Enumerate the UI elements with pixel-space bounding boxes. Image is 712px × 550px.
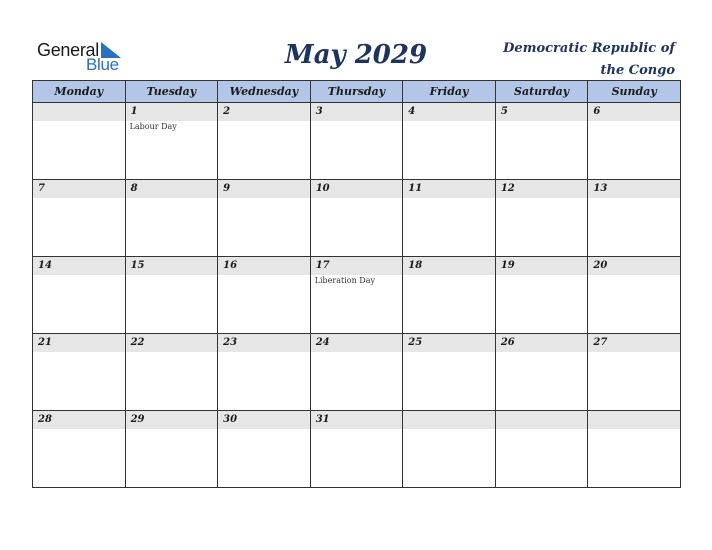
holiday-label — [403, 275, 495, 276]
day-number: 13 — [593, 183, 608, 194]
calendar-body — [33, 103, 681, 488]
day-cell-header — [218, 180, 310, 198]
day-cell — [495, 257, 588, 334]
day-cell-header — [311, 257, 403, 275]
weekday-header: Wednesday — [218, 81, 311, 103]
week-row — [33, 103, 681, 180]
day-number: 8 — [130, 183, 138, 194]
calendar-grid — [32, 80, 681, 488]
day-cell — [33, 411, 126, 488]
holiday-label — [496, 198, 588, 199]
day-cell — [588, 257, 681, 334]
day-cell — [588, 103, 681, 180]
holiday-label — [218, 198, 310, 199]
day-number: 30 — [223, 414, 238, 425]
holiday-label — [33, 429, 125, 430]
day-number: 17 — [315, 260, 330, 271]
holiday-label — [311, 121, 403, 122]
week-row — [33, 334, 681, 411]
day-cell — [33, 334, 126, 411]
day-cell-header — [218, 411, 310, 429]
day-cell — [33, 103, 126, 180]
country-line-2: the Congo — [600, 63, 675, 78]
holiday-label — [218, 275, 310, 276]
day-cell — [33, 180, 126, 257]
day-cell — [218, 334, 311, 411]
holiday-label: Labour Day — [129, 122, 177, 131]
day-number: 4 — [408, 106, 416, 117]
day-cell — [495, 334, 588, 411]
country-name — [475, 38, 675, 82]
day-number: 27 — [593, 337, 608, 348]
day-cell — [218, 103, 311, 180]
day-cell — [588, 180, 681, 257]
day-cell-header — [126, 180, 218, 198]
weekday-header: Sunday — [588, 81, 681, 103]
day-cell — [125, 257, 218, 334]
day-cell-header — [311, 334, 403, 352]
holiday-label — [496, 121, 588, 122]
day-number: 7 — [38, 183, 45, 194]
holiday-label — [126, 429, 218, 430]
day-cell-header — [588, 180, 680, 198]
day-cell-header — [126, 411, 218, 429]
weekday-header: Tuesday — [125, 81, 218, 103]
day-number: 24 — [315, 337, 330, 348]
day-number: 31 — [315, 414, 330, 425]
day-cell-header — [218, 103, 310, 121]
day-number: 5 — [500, 106, 508, 117]
day-cell-header — [33, 411, 125, 429]
day-cell-header — [403, 180, 495, 198]
day-cell-header — [496, 411, 588, 429]
day-cell — [125, 411, 218, 488]
day-number: 19 — [500, 260, 515, 271]
week-row — [33, 257, 681, 334]
logo-blue-text: Blue — [86, 55, 119, 74]
day-number: 18 — [408, 260, 423, 271]
day-number: 2 — [223, 106, 231, 117]
holiday-label — [311, 352, 403, 353]
day-cell-header — [588, 411, 680, 429]
day-cell — [588, 334, 681, 411]
day-number: 14 — [38, 260, 52, 271]
day-cell-header — [496, 257, 588, 275]
day-cell-header — [311, 103, 403, 121]
holiday-label — [33, 352, 125, 353]
day-cell-header — [588, 334, 680, 352]
day-cell — [403, 334, 496, 411]
holiday-label — [403, 121, 495, 122]
day-number: 22 — [130, 337, 145, 348]
holiday-label — [311, 198, 403, 199]
day-number: 10 — [315, 183, 330, 194]
day-cell — [495, 180, 588, 257]
holiday-label — [33, 121, 125, 122]
day-cell-header — [403, 257, 495, 275]
holiday-label — [588, 198, 680, 199]
day-number: 12 — [500, 183, 515, 194]
holiday-label — [496, 352, 588, 353]
day-cell-header — [33, 334, 125, 352]
day-number: 16 — [223, 260, 238, 271]
day-cell-header — [218, 257, 310, 275]
day-cell — [125, 180, 218, 257]
day-cell — [403, 257, 496, 334]
day-cell — [33, 257, 126, 334]
holiday-label — [496, 429, 588, 430]
day-number: 3 — [315, 106, 323, 117]
day-cell-header — [311, 411, 403, 429]
day-cell-header — [496, 334, 588, 352]
day-cell — [495, 411, 588, 488]
day-cell — [588, 411, 681, 488]
day-cell — [218, 411, 311, 488]
holiday-label — [126, 275, 218, 276]
day-cell — [218, 180, 311, 257]
day-number: 20 — [593, 260, 608, 271]
holiday-label — [311, 429, 403, 430]
weekday-header: Thursday — [310, 81, 403, 103]
weekday-header-row — [33, 81, 681, 103]
day-number: 25 — [408, 337, 423, 348]
day-cell-header — [496, 103, 588, 121]
holiday-label — [33, 198, 125, 199]
holiday-label: Liberation Day — [314, 276, 375, 285]
weekday-header: Friday — [403, 81, 496, 103]
holiday-label — [496, 275, 588, 276]
day-cell-header — [126, 257, 218, 275]
day-cell — [218, 257, 311, 334]
day-cell-header — [126, 334, 218, 352]
day-number: 26 — [500, 337, 515, 348]
day-number: 6 — [593, 106, 601, 117]
logo-general-text: General — [37, 40, 99, 60]
day-number: 1 — [130, 106, 138, 117]
day-number: 15 — [130, 260, 145, 271]
day-cell — [310, 334, 403, 411]
day-cell-header — [218, 334, 310, 352]
day-cell — [310, 103, 403, 180]
day-cell-header — [403, 334, 495, 352]
day-cell-header — [403, 411, 495, 429]
week-row — [33, 180, 681, 257]
day-cell — [125, 103, 218, 180]
day-number: 11 — [408, 183, 423, 194]
day-cell-header — [33, 180, 125, 198]
week-row — [33, 411, 681, 488]
country-line-1: Democratic Republic of — [503, 41, 675, 56]
day-cell — [495, 103, 588, 180]
day-number: 21 — [38, 337, 52, 348]
holiday-label — [588, 429, 680, 430]
holiday-label — [218, 352, 310, 353]
holiday-label — [218, 121, 310, 122]
holiday-label — [588, 121, 680, 122]
day-cell — [310, 411, 403, 488]
holiday-label — [403, 198, 495, 199]
day-cell — [310, 257, 403, 334]
holiday-label — [218, 429, 310, 430]
day-cell — [403, 103, 496, 180]
holiday-label — [588, 275, 680, 276]
weekday-header: Saturday — [495, 81, 588, 103]
day-number: 28 — [38, 414, 52, 425]
day-cell-header — [33, 103, 125, 121]
holiday-label — [126, 198, 218, 199]
day-cell — [125, 334, 218, 411]
day-cell-header — [496, 180, 588, 198]
day-cell-header — [588, 103, 680, 121]
day-cell-header — [311, 180, 403, 198]
day-cell-header — [403, 103, 495, 121]
weekday-header: Monday — [33, 81, 126, 103]
holiday-label — [126, 352, 218, 353]
page-title: May 2029 — [284, 40, 428, 70]
holiday-label — [33, 275, 125, 276]
day-cell-header — [33, 257, 125, 275]
holiday-label — [403, 429, 495, 430]
day-cell — [403, 411, 496, 488]
day-cell — [403, 180, 496, 257]
day-number: 9 — [223, 183, 231, 194]
day-cell — [310, 180, 403, 257]
holiday-label — [403, 352, 495, 353]
day-number: 29 — [130, 414, 145, 425]
day-cell-header — [588, 257, 680, 275]
day-number: 23 — [223, 337, 238, 348]
holiday-label — [588, 352, 680, 353]
day-cell-header — [126, 103, 218, 121]
